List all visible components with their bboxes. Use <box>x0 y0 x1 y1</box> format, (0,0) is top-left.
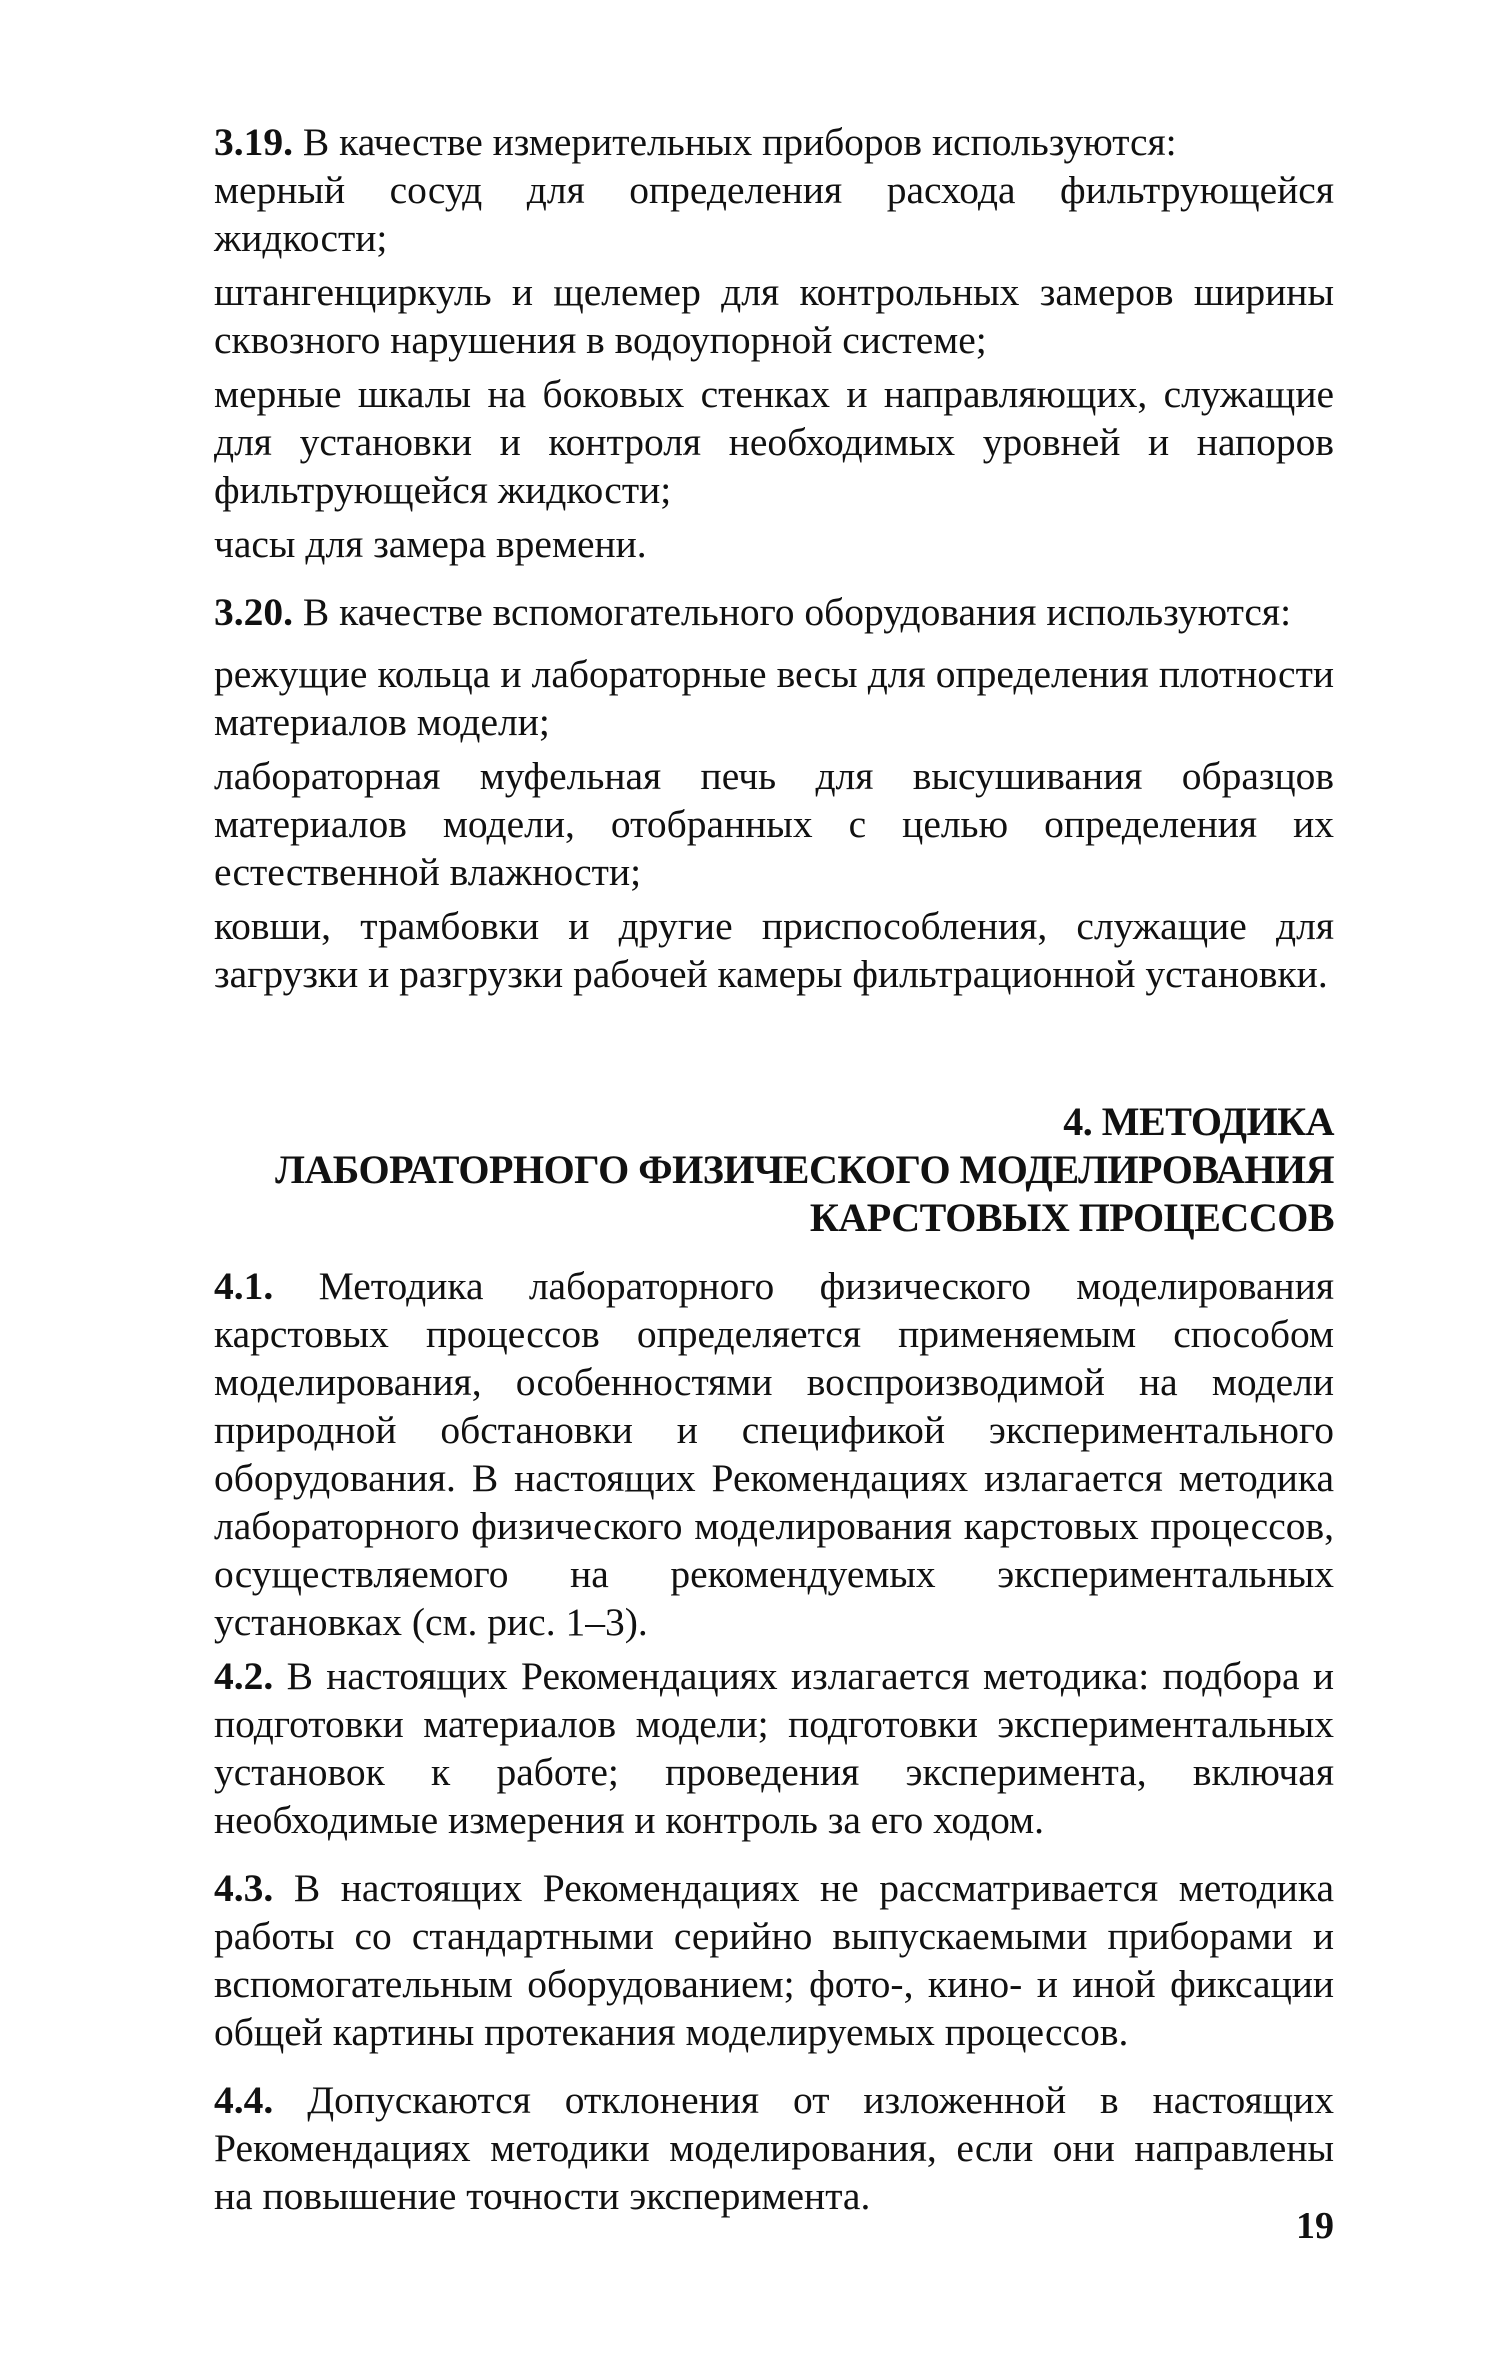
list-item: режущие кольца и лабораторные весы для определения плотности материалов модели; <box>214 652 1334 744</box>
heading-line: КАРСТОВЫХ ПРОЦЕССОВ <box>809 1195 1334 1240</box>
paragraph-text: В качестве измерительных приборов используются: <box>302 120 1177 164</box>
list-item: ковши, трамбовки и другие приспособления, служащие для загрузки и разгрузки рабочей камеры фильтрационной установки. <box>214 904 1334 996</box>
paragraph-4-1 <box>214 1262 1334 1646</box>
paragraph-text: В качестве вспомогательного оборудования используются: <box>302 590 1292 634</box>
list-item: штангенциркуль и щелемер для контрольных замеров ширины сквозного нарушения в водоупорной системе; <box>214 270 1334 362</box>
paragraph-number: 3.19. <box>214 120 293 164</box>
paragraph-4-2 <box>214 1652 1334 1844</box>
list-item: часы для замера времени. <box>214 522 647 566</box>
document-page <box>214 118 1334 2220</box>
paragraph-text: Допускаются отклонения от изложенной в настоящих Рекомендациях методики моделирования, если они направлены на повышение точности эксперимента. <box>214 2078 1334 2218</box>
paragraph-text: В настоящих Рекомендациях излагается методика: подбора и подготовки материалов модели; подготовки экспериментальных установок к работе; проведения эксперимента, включая необходимые измерения и контроль за его ходом. <box>214 1654 1334 1842</box>
paragraph-text: Методика лабораторного физического моделирования карстовых процессов определяется применяемым способом моделирования, особенностями воспроизводимой на модели природной обстановки и спецификой экспериментального оборудования. В настоящих Рекомендациях излагается методика лабораторного физического моделирования карстовых процессов, осуществляемого на рекомендуемых экспериментальных установках (см. рис. 1–3). <box>214 1264 1335 1644</box>
paragraph-4-3 <box>214 1864 1334 2056</box>
paragraph-number: 4.4. <box>214 2078 274 2122</box>
paragraph-3-20 <box>214 588 1334 636</box>
heading-line: 4. МЕТОДИКА <box>1063 1099 1334 1144</box>
paragraph-number: 4.3. <box>214 1866 274 1910</box>
paragraph-text: В настоящих Рекомендациях не рассматривается методика работы со стандартными серийно выпускаемыми приборами и вспомогательным оборудованием; фото-, кино- и иной фиксации общей картины протекания моделируемых процессов. <box>214 1866 1334 2054</box>
page-number: 19 <box>1296 2205 1334 2247</box>
list-item: лабораторная муфельная печь для высушивания образцов материалов модели, отобранных с целью определения их естественной влажности; <box>214 754 1334 894</box>
paragraph-number: 3.20. <box>214 590 293 634</box>
paragraph-4-4 <box>214 2076 1334 2220</box>
paragraph-3-19 <box>214 118 1334 166</box>
list-item: мерные шкалы на боковых стенках и направляющих, служащие для установки и контроля необходимых уровней и напоров фильтрующейся жидкости; <box>214 372 1334 512</box>
heading-line: ЛАБОРАТОРНОГО ФИЗИЧЕСКОГО МОДЕЛИРОВАНИЯ <box>275 1147 1334 1192</box>
paragraph-number: 4.1. <box>214 1264 274 1308</box>
paragraph-number: 4.2. <box>214 1654 274 1698</box>
section-heading <box>214 1098 1334 1242</box>
list-item: мерный сосуд для определения расхода фильтрующейся жидкости; <box>214 168 1334 260</box>
